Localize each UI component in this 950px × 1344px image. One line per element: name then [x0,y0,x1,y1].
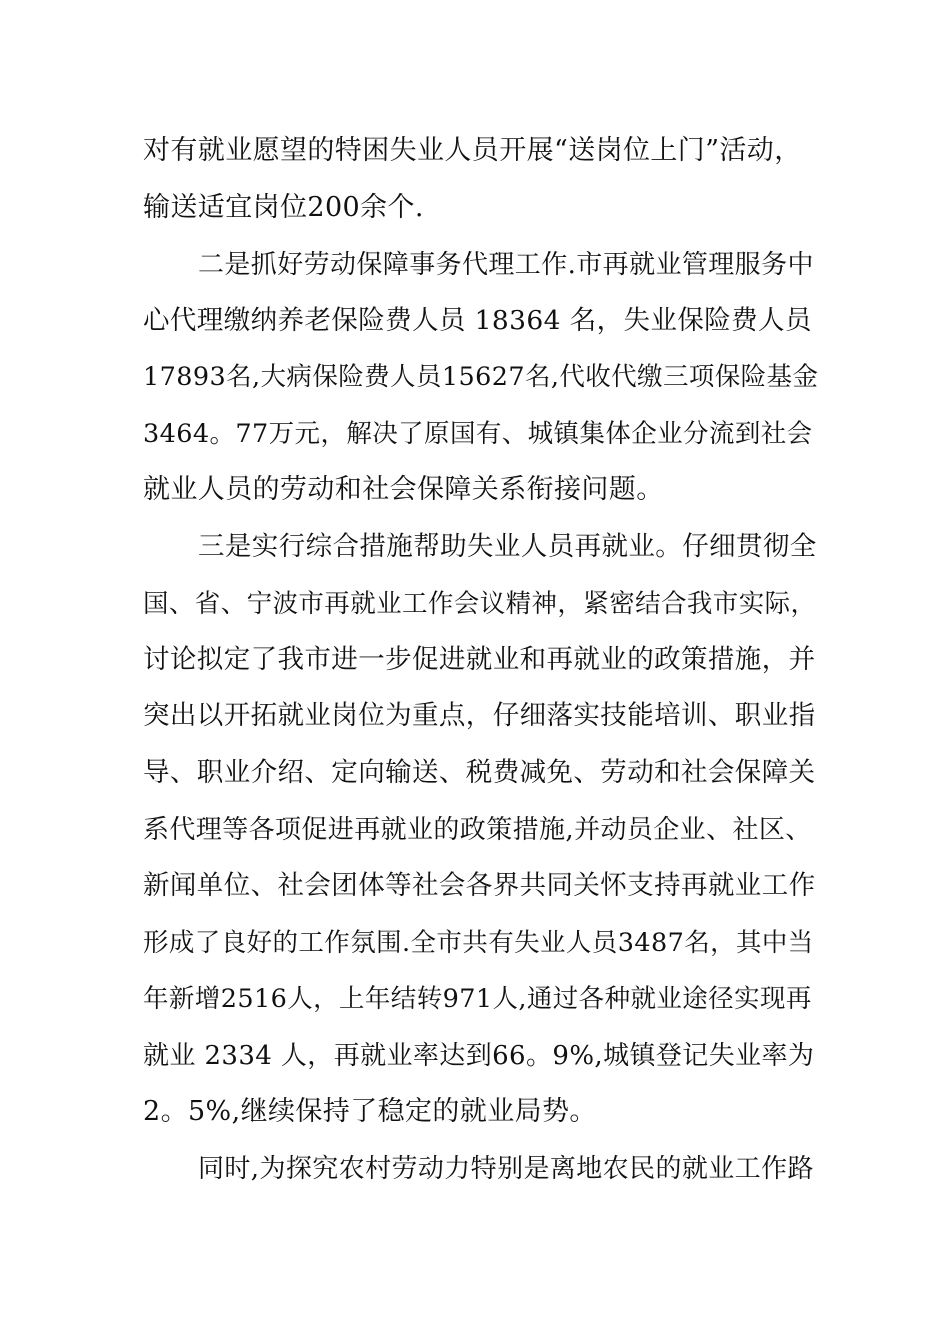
text-line: 新闻单位、社会团体等社会各界共同关怀支持再就业工作 [143,870,816,901]
text-line: 形成了良好的工作氛围.全市共有失业人员3487名，其中当 [143,928,814,958]
text-line: 年新增2516人，上年结转971人,通过各种就业途径实现再 [143,984,812,1014]
paragraph-start: 二是抓好劳动保障事务代理工作.市再就业管理服务中 [198,250,814,280]
text-line: 17893名,大病保险费人员15627名,代收代缴三项保险基金 [143,362,819,392]
text-line: 对有就业愿望的特困失业人员开展“送岗位上门”活动， [143,135,802,166]
text-line: 就业 2334 人，再就业率达到66。9%,城镇登记失业率为 [143,1041,815,1071]
text-line: 讨论拟定了我市进一步促进就业和再就业的政策措施，并 [143,644,816,675]
text-line: 输送适宜岗位200余个. [143,192,424,223]
text-line: 突出以开拓就业岗位为重点，仔细落实技能培训、职业指 [143,700,816,731]
text-line: 心代理缴纳养老保险费人员 18364 名，失业保险费人员 [143,305,812,336]
text-line: 就业人员的劳动和社会保障关系衔接问题。 [143,474,664,505]
text-line: 导、职业介绍、定向输送、税费减免、劳动和社会保障关 [143,757,816,788]
paragraph-start: 同时,为探究农村劳动力特别是离地农民的就业工作路 [198,1154,814,1184]
text-line: 3464。77万元，解决了原国有、城镇集体企业分流到社会 [143,419,813,449]
text-line: 系代理等各项促进再就业的政策措施,并动员企业、社区、 [143,815,812,845]
paragraph-start: 三是实行综合措施帮助失业人员再就业。仔细贯彻全 [198,531,817,562]
text-line: 2。5%,继续保持了稳定的就业局势。 [143,1096,597,1127]
text-line: 国、省、宁波市再就业工作会议精神，紧密结合我市实际， [143,589,817,619]
